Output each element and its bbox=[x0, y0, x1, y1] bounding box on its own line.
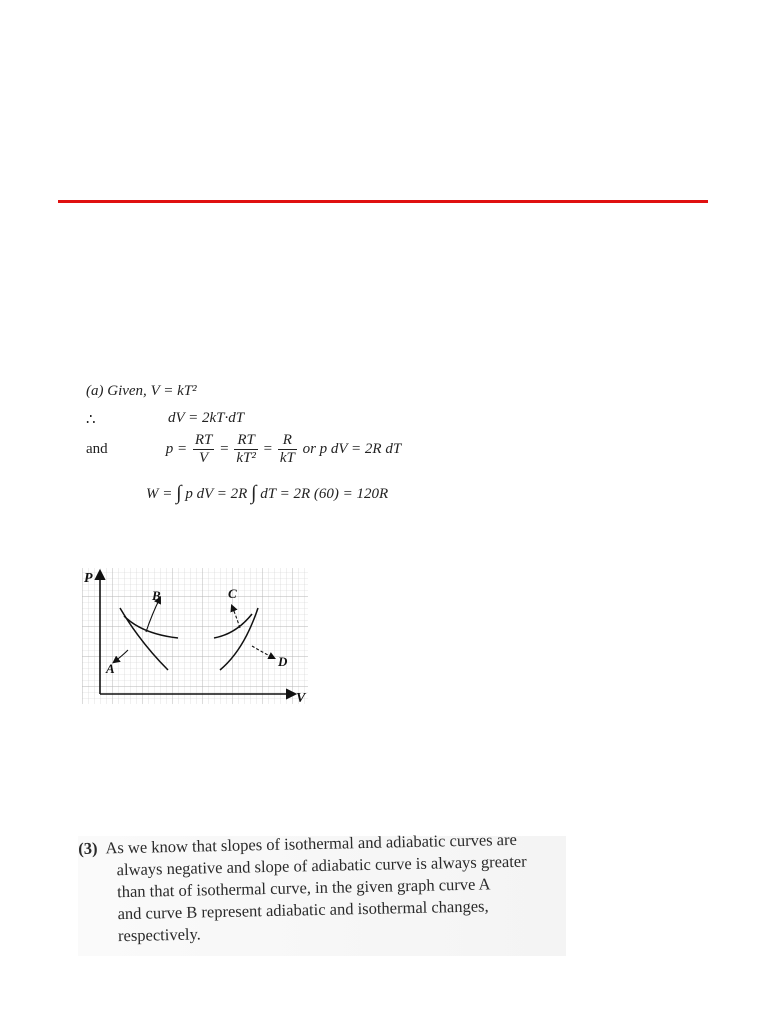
answer-line-3: than that of isothermal curve, in the given graph curve A bbox=[116, 874, 491, 902]
pv-graph bbox=[82, 566, 310, 708]
answer-line-5: respectively. bbox=[117, 924, 202, 946]
x-axis-label: V bbox=[296, 691, 306, 706]
curve-label-b: B bbox=[152, 588, 161, 603]
solution-line-3: and p = $\frac{RT}{V}$ = $\frac{RT}{\text{kT²}}$ = $\frac{R}{kT}$ or p dV = 2R dT bbox=[86, 432, 402, 466]
given-label: (a) Given, bbox=[86, 383, 147, 399]
curve-label-d: D bbox=[278, 654, 288, 669]
solution-line-2 bbox=[86, 410, 245, 429]
dv-expr: dV = 2kT·dT bbox=[168, 410, 245, 426]
answer-paragraph bbox=[78, 828, 568, 956]
fraction-r-kt: $\frac{R}{kT}$ bbox=[279, 432, 295, 466]
p-label: p = bbox=[165, 440, 188, 457]
fraction-rt-v: $\frac{RT}{V}$ bbox=[194, 432, 213, 466]
answer-number: (3) bbox=[78, 838, 98, 858]
red-divider bbox=[58, 200, 708, 203]
given-expr: V = kT² bbox=[150, 383, 197, 399]
solution-line-4 bbox=[146, 481, 388, 504]
work-label: W = bbox=[146, 486, 173, 502]
integral-symbol-2: ∫ bbox=[251, 482, 257, 504]
y-axis-label: P bbox=[84, 571, 93, 586]
integral-symbol-1: ∫ bbox=[176, 482, 182, 504]
curve-label-a: A bbox=[106, 661, 115, 676]
graph-grid bbox=[82, 568, 308, 704]
work-result: dT = 2R (60) = 120R bbox=[260, 486, 389, 502]
answer-line-4: and curve B represent adiabatic and isothermal changes, bbox=[117, 896, 489, 924]
fraction-rt-kt2: $\frac{RT}{\text{kT²}}$ bbox=[236, 432, 256, 466]
curve-label-c: C bbox=[228, 586, 237, 601]
answer-line-1: (3) As we know that slopes of isothermal and adiabatic curves are bbox=[78, 829, 518, 858]
pdv-integrand: p dV = 2R bbox=[185, 486, 248, 502]
therefore-symbol: ∴ bbox=[86, 412, 96, 428]
pdv-expr: or p dV = 2R dT bbox=[302, 440, 402, 457]
and-label: and bbox=[86, 440, 108, 457]
solution-line-1 bbox=[86, 383, 197, 400]
answer-line-2: always negative and slope of adiabatic curve is always greater bbox=[116, 851, 527, 880]
